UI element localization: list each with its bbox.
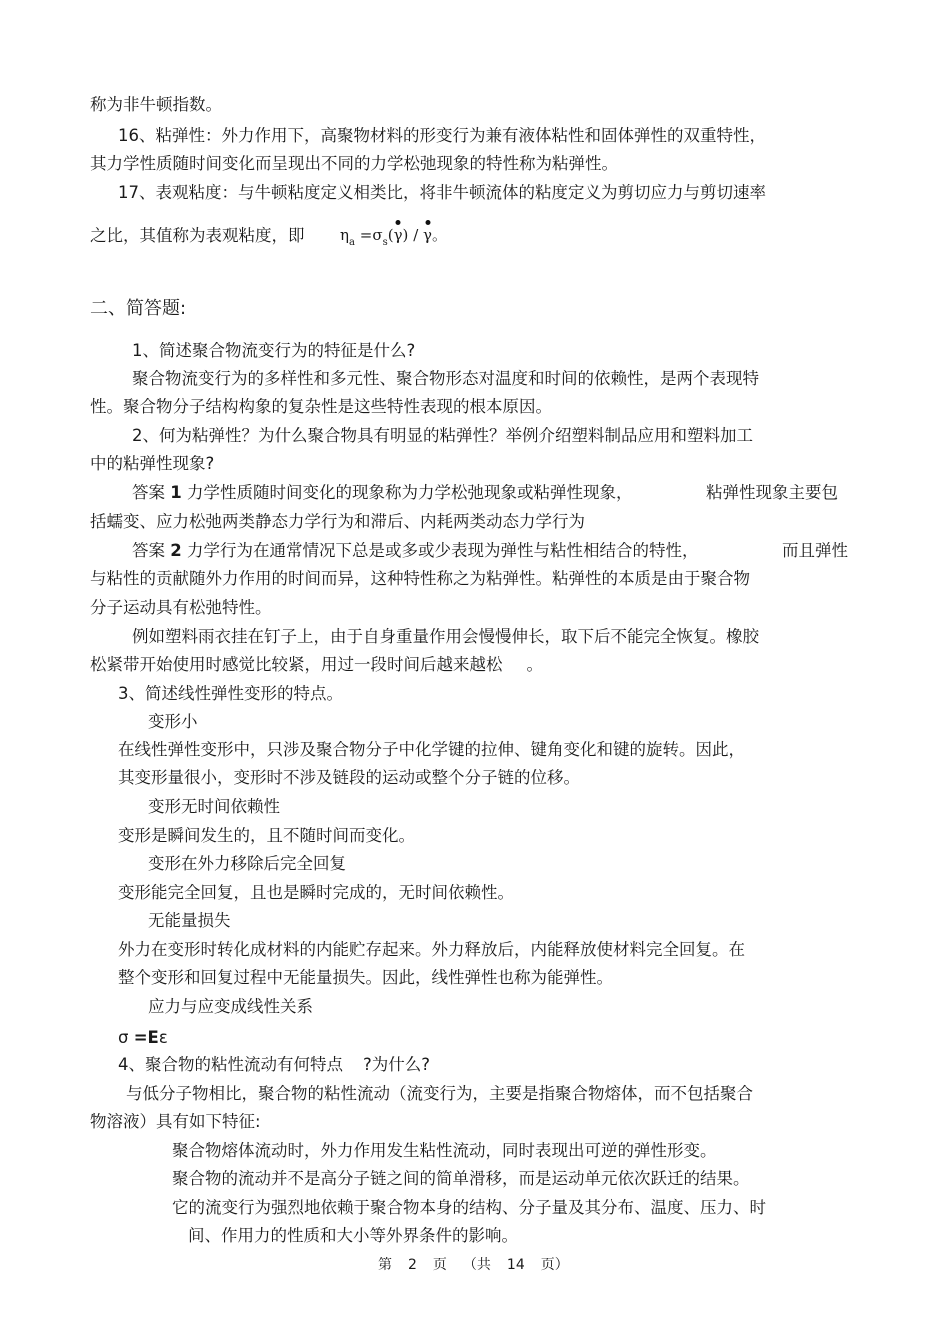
equals-sign: = — [359, 226, 373, 244]
eta-symbol: η — [340, 226, 349, 244]
page-number: 2 — [408, 1257, 417, 1273]
text-line: 其力学性质随时间变化而呈现出不同的力学松弛现象的特性称为粘弹性。 — [90, 154, 618, 173]
question-1: 1、简述聚合物流变行为的特征是什么? — [132, 341, 416, 360]
text-line: 变形能完全回复，且也是瞬时完成的，无时间依赖性。 — [118, 883, 514, 902]
sigma-subscript: s — [382, 237, 388, 248]
text-segment: 4、聚合物的粘性流动有何特点 — [118, 1055, 343, 1074]
left-paren: ( — [387, 226, 394, 244]
epsilon-symbol: ε — [158, 1028, 168, 1047]
text-line: 称为非牛顿指数。 — [90, 95, 222, 114]
footer-text: 页 — [432, 1257, 447, 1273]
text-line: 变形是瞬间发生的，且不随时间而变化。 — [118, 826, 415, 845]
text-line: 中的粘弹性现象? — [90, 454, 215, 473]
text-segment: 力学性质随时间变化的现象称为力学松弛现象或粘弹性现象， — [181, 483, 633, 502]
footer-text: 第 — [378, 1257, 392, 1273]
text-line: 之比，其值称为表观粘度，即 — [90, 226, 305, 245]
text-segment: 而且弹性 — [782, 541, 848, 560]
footer-text: 页） — [540, 1257, 569, 1273]
subheading: 变形在外力移除后完全回复 — [148, 854, 346, 873]
question-3: 3、简述线性弹性变形的特点。 — [118, 684, 343, 703]
answer-1-line — [132, 482, 632, 504]
text-segment: 力学行为在通常情况下总是或多或少表现为弹性与粘性相结合的特性， — [181, 541, 699, 560]
text-line: 间、作用力的性质和大小等外界条件的影响。 — [188, 1226, 518, 1245]
definition-17: 17、表观粘度：与牛顿粘度定义相类比，将非牛顿流体的粘度定义为剪切应力与剪切速率 — [118, 183, 766, 202]
period: 。 — [432, 226, 448, 244]
text-line: 聚合物的流动并不是高分子链之间的简单滑移，而是运动单元依次跃迁的结果。 — [172, 1169, 750, 1188]
text-line: 例如塑料雨衣挂在钉子上，由于自身重量作用会慢慢伸长，取下后不能完全恢复。橡胶 — [132, 627, 759, 646]
right-paren: ) — [402, 226, 409, 244]
sigma-symbol: σ — [118, 1028, 134, 1047]
text-line — [90, 654, 543, 676]
subheading: 无能量损失 — [148, 911, 231, 930]
answer-label: 答案 — [132, 483, 171, 502]
hooke-law-formula — [118, 1027, 168, 1049]
subheading: 变形小 — [148, 712, 198, 731]
question-4 — [118, 1054, 430, 1076]
footer-text: （共 — [462, 1257, 491, 1273]
answer-2-line — [132, 540, 698, 562]
text-line: 与低分子物相比，聚合物的粘性流动（流变行为，主要是指聚合物熔体，而不包括聚合 — [126, 1084, 753, 1103]
text-segment: 。 — [526, 655, 543, 674]
answer-number: 1 — [170, 483, 182, 502]
slash: / — [413, 226, 419, 244]
subheading: 应力与应变成线性关系 — [148, 997, 313, 1016]
text-line: 整个变形和回复过程中无能量损失。因此，线性弹性也称为能弹性。 — [118, 968, 613, 987]
text-line: 与粘性的贡献随外力作用的时间而异，这种特性称之为粘弹性。粘弹性的本质是由于聚合物 — [90, 569, 750, 588]
question-2: 2、何为粘弹性？为什么聚合物具有明显的粘弹性？举例介绍塑料制品应用和塑料加工 — [132, 426, 753, 445]
sigma-symbol: σ — [372, 226, 383, 244]
section-heading: 二、简答题: — [90, 298, 187, 319]
text-line: 括蠕变、应力松弛两类静态力学行为和滞后、内耗两类动态力学行为 — [90, 512, 585, 531]
text-line: 物溶液）具有如下特征: — [90, 1112, 261, 1131]
eta-subscript: a — [349, 237, 355, 248]
apparent-viscosity-formula — [340, 224, 448, 248]
definition-16: 16、粘弹性：外力作用下，高聚物材料的形变行为兼有液体粘性和固体弹性的双重特性， — [118, 126, 766, 145]
text-segment: 粘弹性现象主要包 — [706, 483, 838, 502]
text-line: 聚合物流变行为的多样性和多元性、聚合物形态对温度和时间的依赖性，是两个表现特 — [132, 369, 759, 388]
total-pages: 14 — [506, 1257, 525, 1273]
subheading: 变形无时间依赖性 — [148, 797, 280, 816]
equals-e: =E — [133, 1028, 159, 1047]
text-line: 它的流变行为强烈地依赖于聚合物本身的结构、分子量及其分布、温度、压力、时 — [172, 1198, 766, 1217]
page-footer — [370, 1254, 577, 1276]
text-line: 聚合物熔体流动时，外力作用发生粘性流动，同时表现出可逆的弹性形变。 — [172, 1141, 717, 1160]
text-line: 外力在变形时转化成材料的内能贮存起来。外力释放后，内能释放使材料完全回复。在 — [118, 940, 745, 959]
text-line: 其变形量很小，变形时不涉及链段的运动或整个分子链的位移。 — [118, 768, 580, 787]
text-line: 分子运动具有松弛特性。 — [90, 598, 272, 617]
text-line: 性。聚合物分子结构构象的复杂性是这些特性表现的根本原因。 — [90, 397, 552, 416]
answer-label: 答案 — [132, 541, 171, 560]
answer-number: 2 — [170, 541, 182, 560]
text-line: 在线性弹性变形中，只涉及聚合物分子中化学键的拉伸、键角变化和键的旋转。因此， — [118, 740, 745, 759]
gamma-dot-symbol: γ — [393, 226, 403, 244]
text-segment: ?为什么? — [363, 1055, 431, 1074]
gamma-dot-symbol: γ — [423, 226, 432, 244]
text-segment: 松紧带开始使用时感觉比较紧，用过一段时间后越来越松 — [90, 655, 503, 674]
